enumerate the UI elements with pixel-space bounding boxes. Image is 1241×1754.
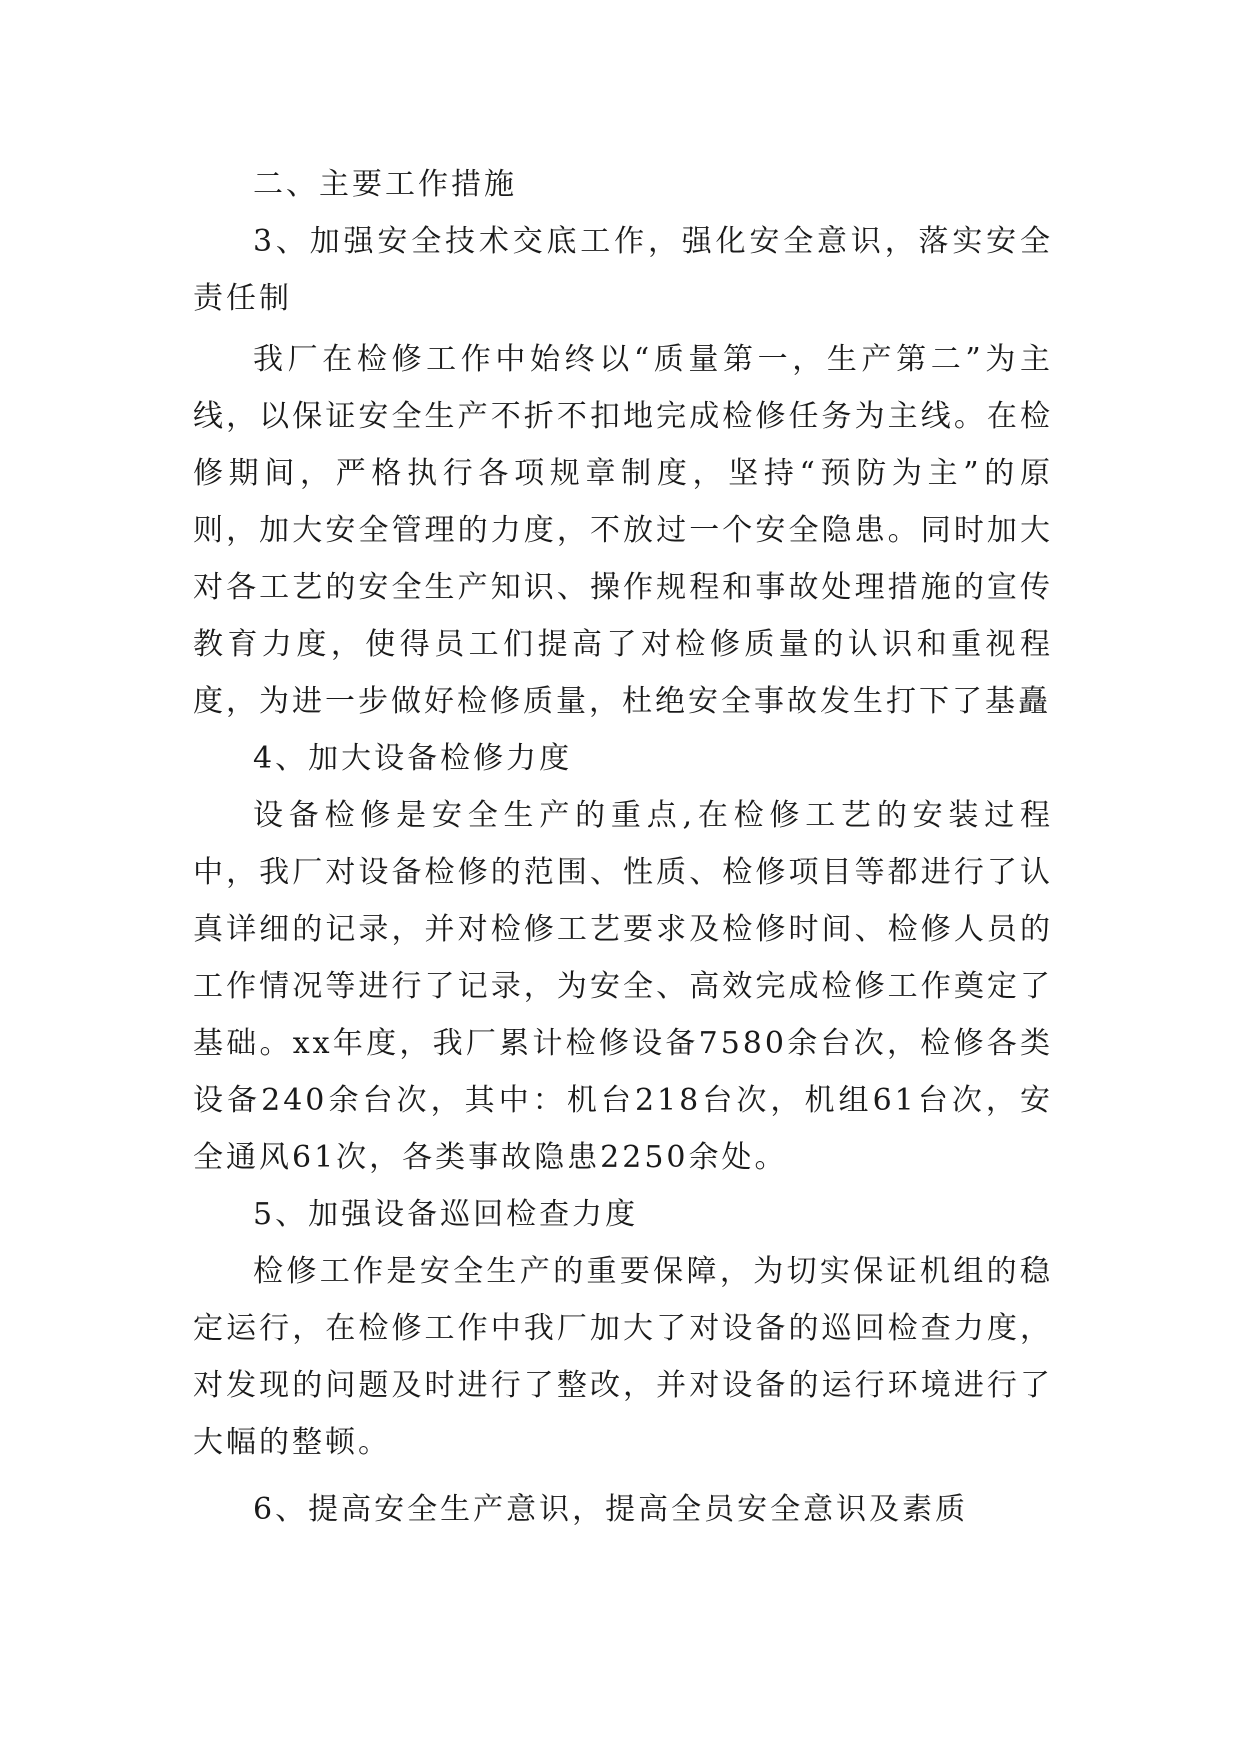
- item-paragraph-3: 我厂在检修工作中始终以“质量第一，生产第二”为主线，以保证安全生产不折不扣地完成检修任务为主线。在检修期间，严格执行各项规章制度，坚持“预防为主”的原则，加大安全管理的力度，不放过一个安全隐患。同时加大对各工艺的安全生产知识、操作规程和事故处理措施的宣传教育力度，使得员工们提高了对检修质量的认识和重视程度，为进一步做好检修质量，杜绝安全事故发生打下了基矗: [193, 342, 1053, 719]
- item-heading-3: 3、加强安全技术交底工作，强化安全意识，落实安全责任制: [193, 224, 1053, 316]
- item-paragraph-5: 检修工作是安全生产的重要保障，为切实保证机组的稳定运行，在检修工作中我厂加大了对设备的巡回检查力度，对发现的问题及时进行了整改，并对设备的运行环境进行了大幅的整顿。: [193, 1254, 1053, 1460]
- section-heading: 二、主要工作措施: [253, 167, 517, 202]
- item-paragraph-4: 设备检修是安全生产的重点,在检修工艺的安装过程中，我厂对设备检修的范围、性质、检修项目等都进行了认真详细的记录，并对检修工艺要求及检修时间、检修人员的工作情况等进行了记录，为安全、高效完成检修工作奠定了基础。xx年度，我厂累计检修设备7580余台次，检修各类设备240余台次，其中：机台218台次，机组61台次，安全通风61次，各类事故隐患2250余处。: [193, 798, 1053, 1175]
- document-body: [193, 156, 1053, 1538]
- item-heading-4: 4、加大设备检修力度: [253, 741, 573, 776]
- item-heading-6: 6、提高安全生产意识，提高全员安全意识及素质: [253, 1492, 969, 1527]
- item-heading-5: 5、加强设备巡回检查力度: [253, 1197, 639, 1232]
